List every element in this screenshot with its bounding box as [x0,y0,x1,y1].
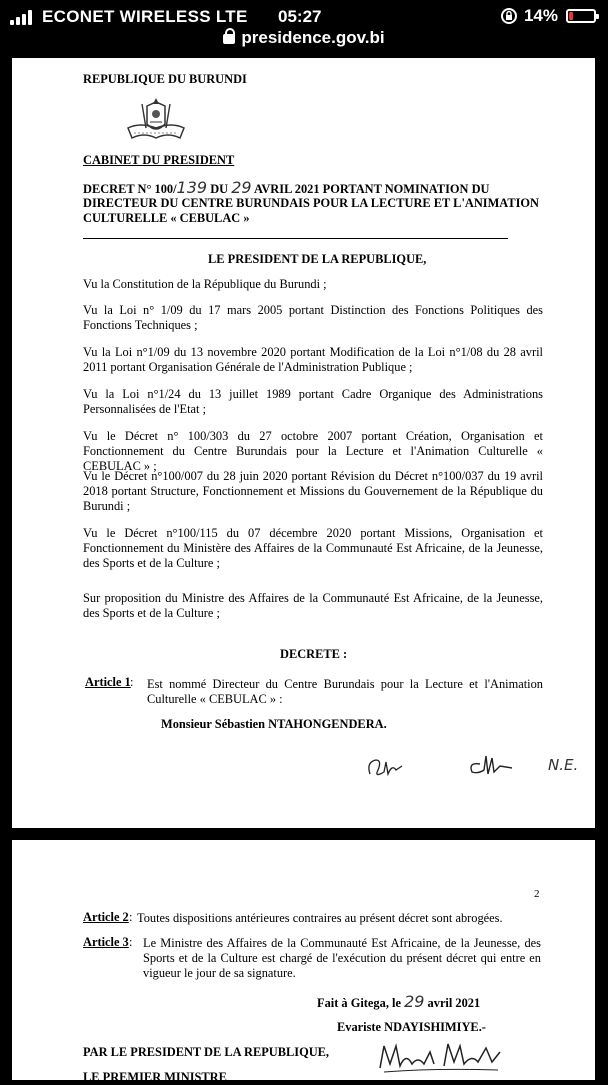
decret-title-line1 [83,180,489,197]
orientation-lock-icon [500,7,518,25]
article3-colon: : [129,935,133,949]
article2-colon: : [129,910,133,924]
decret-title-part-b: DU [210,182,229,196]
premier-ministre: LE PREMIER MINISTRE [83,1070,227,1084]
status-bar [0,0,608,56]
appointee-name: Monsieur Sébastien NTAHONGENDERA. [161,717,387,731]
fait-a-text: Fait à Gitega, le [317,996,401,1010]
fait-date-text: avril 2021 [427,996,481,1010]
decret-title-part-c: AVRIL 2021 PORTANT NOMINATION DU [254,182,490,196]
battery-percent: 14% [523,6,558,25]
vu-paragraph-8: Sur proposition du Ministre des Affaires de la Communauté Est Africaine, de la Jeunesse, des Sports et de la Culture ; [83,591,543,620]
decret-day-handwritten: 29 [231,178,252,197]
article2-text: Toutes dispositions antérieures contraires au présent décret sont abrogées. [137,911,503,925]
decret-number-handwritten: 139 [176,178,208,197]
battery-icon [566,9,596,23]
vu-paragraph-2: Vu la Loi n° 1/09 du 17 mars 2005 portant Distinction des Fonctions Politiques des Fonctions Techniques ; [83,303,543,332]
document-page-2 [12,840,595,1084]
decrete-heading: DECRETE : [280,647,348,661]
signature-2 [466,752,516,780]
article1-colon: : [130,675,134,689]
carrier-label: ECONET WIRELESS LTE [42,7,248,26]
par-le-president: PAR LE PRESIDENT DE LA REPUBLIQUE, [83,1045,330,1059]
signatory-name: Evariste NDAYISHIMIYE.- [337,1020,486,1034]
decret-title-part-a: DECRET N° 100/ [83,182,177,196]
vu-paragraph-6: Vu le Décret n°100/007 du 28 juin 2020 portant Révision du Décret n°100/037 du 19 avril 2018 portant Structure, Fonctionnement et Missions du Gouvernement de la République du Burundi ; [83,469,543,513]
vu-paragraph-7: Vu le Décret n°100/115 du 07 décembre 2020 portant Missions, Organisation et Fonctionnement du Ministère des Affaires de la Communauté Est Africaine, de la Jeunesse, des Sports et de la Culture ; [83,526,543,570]
document-page-1 [12,58,595,828]
article3-label: Article 3 [83,935,129,949]
vu-paragraph-3: Vu la Loi n°1/09 du 13 novembre 2020 portant Modification de la Loi n°1/08 du 28 avril 2011 portant Organisation Générale de l'Administration Publique ; [83,345,543,374]
fait-day-handwritten: 29 [404,992,425,1011]
article2-label: Article 2 [83,910,129,924]
page-number: 2 [534,888,540,900]
signature-1 [364,754,406,780]
article3-text: Le Ministre des Affaires de la Communauté Est Africaine, de la Jeunesse, des Sports et de la Culture est chargé de l'exécution du présent décret qui entre en vigueur le jour de sa signature. [143,936,541,980]
title-divider [83,238,508,239]
lock-icon [223,34,235,44]
decret-title-line2: DIRECTEUR DU CENTRE BURUNDAIS POUR LA LECTURE ET L'ANIMATION [83,196,539,210]
url-text: presidence.gov.bi [241,28,385,47]
article1-label: Article 1 [85,675,131,689]
coat-of-arms-seal [120,94,192,148]
president-heading: LE PRESIDENT DE LA REPUBLIQUE, [208,252,427,266]
fait-a-line [317,994,480,1011]
vu-paragraph-1: Vu la Constitution de la République du Burundi ; [83,277,327,291]
clock: 05:27 [278,7,322,26]
decret-title-line3: CULTURELLE « CEBULAC » [83,211,250,225]
cabinet-heading: CABINET DU PRESIDENT [83,153,235,167]
address-bar[interactable] [0,28,608,48]
initials-mark: N.E. [548,756,579,774]
signature-president [374,1038,504,1080]
vu-paragraph-4: Vu la Loi n°1/24 du 13 juillet 1989 portant Cadre Organique des Administrations Personnalisées de l'Etat ; [83,387,543,416]
vu-paragraph-5: Vu le Décret n° 100/303 du 27 octobre 2007 portant Création, Organisation et Fonctionnement du Centre Burundais pour la Lecture et l'Animation Culturelle « CEBULAC » ; [83,429,543,473]
signal-icon [10,9,36,25]
article1-text: Est nommé Directeur du Centre Burundais pour la Lecture et l'Animation Culturelle « CEBULAC » : [147,677,543,706]
republic-heading: REPUBLIQUE DU BURUNDI [83,72,247,86]
